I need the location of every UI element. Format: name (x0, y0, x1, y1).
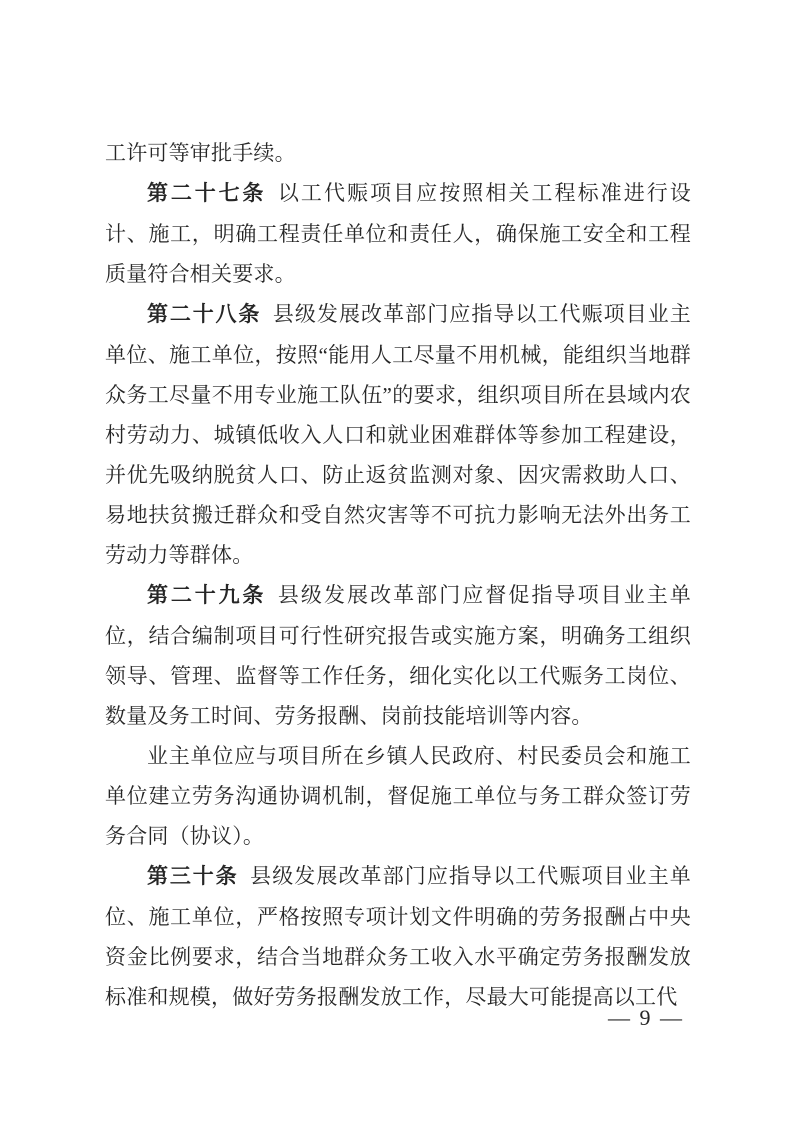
paragraph-article-27 (105, 173, 691, 294)
article-29-heading: 第二十九条 (147, 584, 267, 607)
article-30-heading: 第三十条 (147, 865, 239, 888)
paragraph-continuation: 工许可等审批手续。 (105, 141, 296, 165)
article-30-text: 县级发展改革部门应指导以工代赈项目业主单位、施工单位，严格按照专项计划文件明确的劳务报酬占中央资金比例要求，结合当地群众务工收入水平确定劳务报酬发放标准和规模，做好劳务报酬发放工作，尽最大可能提高以工代 (105, 864, 692, 1009)
paragraph-owner-unit: 业主单位应与项目所在乡镇人民政府、村民委员会和施工单位建立劳务沟通协调机制，督促施工单位与务工群众签订劳务合同（协议）。 (105, 744, 691, 848)
article-29-text: 县级发展改革部门应督促指导项目业主单位，结合编制项目可行性研究报告或实施方案，明确务工组织领导、管理、监督等工作任务，细化实化以工代赈务工岗位、数量及务工时间、劳务报酬、岗前技能培训等内容。 (105, 583, 692, 728)
paragraph-article-28 (105, 294, 691, 575)
page-number: — 9 — (608, 1005, 684, 1030)
article-27-heading: 第二十七条 (147, 182, 267, 205)
article-28-heading: 第二十八条 (147, 303, 262, 326)
article-27-text: 以工代赈项目应按照相关工程标准进行设计、施工，明确工程责任单位和责任人，确保施工安全和工程质量符合相关要求。 (105, 181, 692, 286)
paragraph-article-29 (105, 575, 691, 736)
document-body (105, 133, 691, 1017)
paragraph-article-30 (105, 856, 691, 1017)
article-28-text: 县级发展改革部门应指导以工代赈项目业主单位、施工单位，按照“能用人工尽量不用机械，能组织当地群众务工尽量不用专业施工队伍”的要求，组织项目所在县域内农村劳动力、城镇低收入人口和就业困难群体等参加工程建设，并优先吸纳脱贫人口、防止返贫监测对象、因灾需救助人口、易地扶贫搬迁群众和受自然灾害等不可抗力影响无法外出务工劳动力等群体。 (105, 302, 691, 567)
